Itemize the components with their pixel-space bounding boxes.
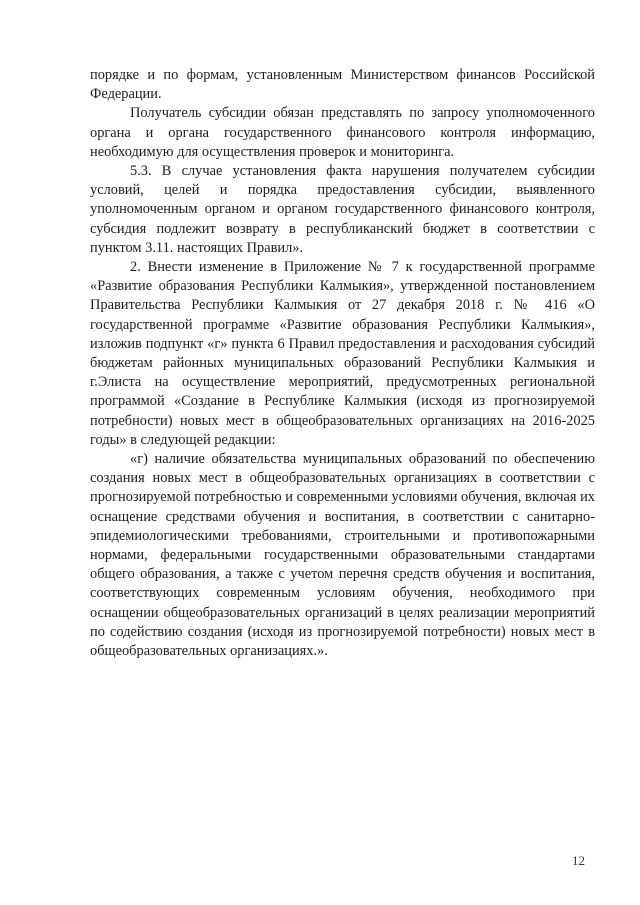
paragraph-subitem-g: «г) наличие обязательства муниципальных образований по обеспечению создания новых мест в общеобразовательных организациях в соответствии с прогнозируемой потребностью и современными условиями обучения, включая их оснащение средствами обучения и воспитания, в соответствии с санитарно-эпидемиологическими требованиями, строительными и противопожарными нормами, федеральными государственными образовательными стандартами общего образования, а также с учетом перечня средств обучения и воспитания, соответствующих современным условиям обучения, необходимого при оснащении общеобразовательных организаций в целях реализации мероприятий по содействию создания (исходя из прогнозируемой потребности) новых мест в общеобразовательных организациях.». — [90, 451, 595, 660]
page-number: 12 — [572, 853, 585, 868]
paragraph-recipient-obligation: Получатель субсидии обязан представлять по запросу уполномоченного органа и органа государственного финансового контроля информацию, необходимую для осуществления проверок и мониторинга. — [90, 105, 595, 160]
document-body — [90, 66, 595, 661]
paragraph-item-2: 2. Внести изменение в Приложение № 7 к государственной программе «Развитие образования Республики Калмыкия», утвержденной постановлением Правительства Республики Калмыкия от 27 декабря 2018 г. № 416 «О государственной программе «Развитие образования Республики Калмыкия», изложив подпункт «г» пункта 6 Правил предоставления и расходования субсидий бюджетам районных муниципальных образований Республики Калмыкия и г.Элиста на осуществление мероприятий, предусмотренных региональной программой «Создание в Республике Калмыкия (исходя из прогнозируемой потребности) новых мест в общеобразовательных организациях на 2016-2025 годы» в следующей редакции: — [90, 259, 595, 448]
paragraph-5-3: 5.3. В случае установления факта нарушения получателем субсидии условий, целей и порядка предоставления субсидии, выявленного уполномоченным органом и органом государственного финансового контроля, субсидия подлежит возврату в республиканский бюджет в соответствии с пунктом 3.11. настоящих Правил». — [90, 163, 595, 256]
paragraph-continuation: порядке и по формам, установленным Министерством финансов Российской Федерации. — [90, 67, 595, 103]
